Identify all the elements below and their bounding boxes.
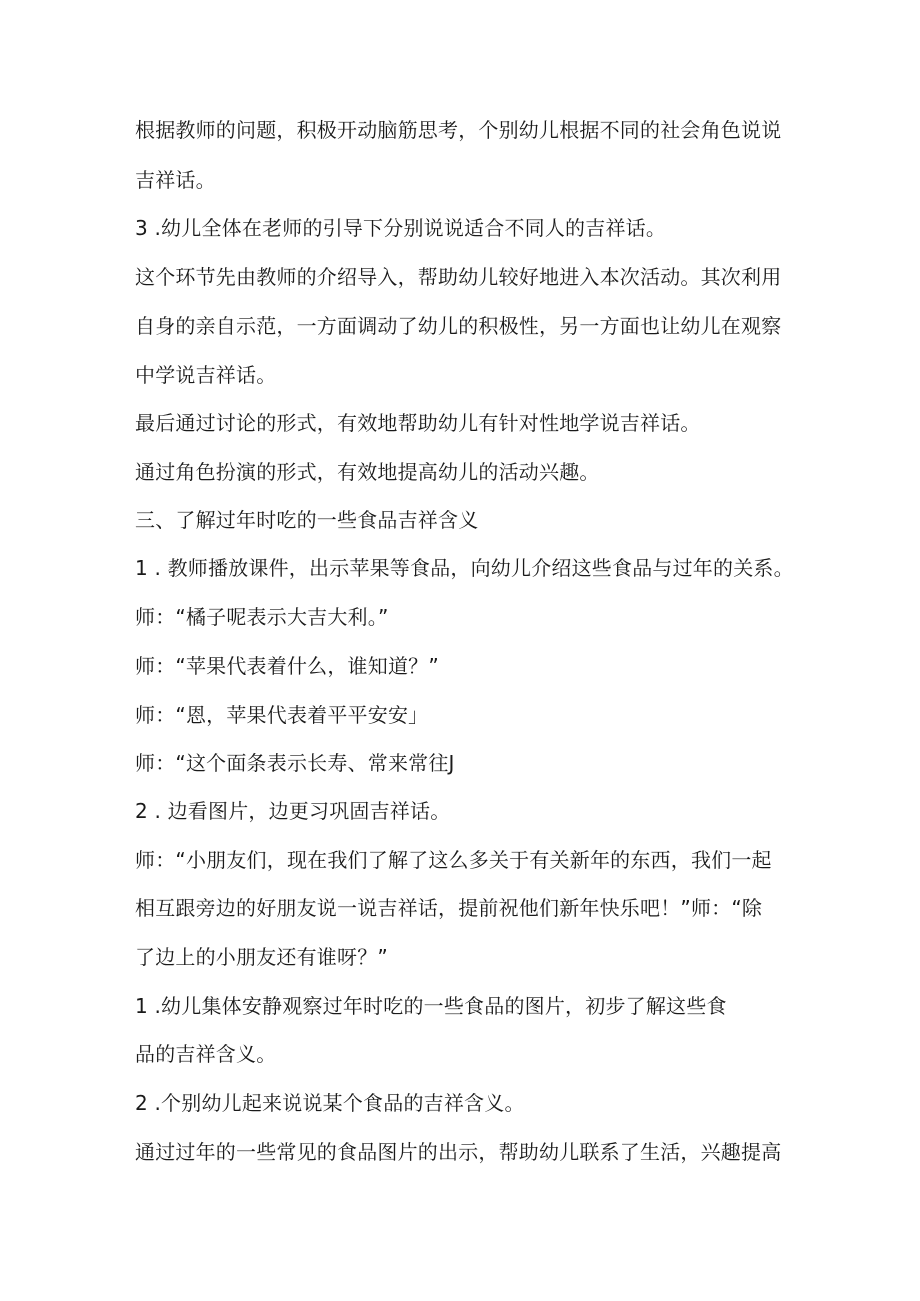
text-line: 这个环节先由教师的介绍导入，帮助幼儿较好地进入本次活动。其次利用: [135, 265, 782, 289]
text-line: 通过过年的一些常见的食品图片的出示，帮助幼儿联系了生活，兴趣提高: [135, 1140, 782, 1164]
text-line: 2 .个别幼儿起来说说某个食品的吉祥含义。: [135, 1091, 525, 1115]
section-heading: 三、了解过年时吃的一些食品吉祥含义: [135, 508, 479, 532]
text-line: 吉祥话。: [135, 168, 216, 192]
text-line: 3 .幼儿全体在老师的引导下分别说说适合不同人的吉祥话。: [135, 216, 667, 240]
text-line: 了边上的小朋友还有谁呀？”: [135, 945, 388, 969]
text-line: 最后通过讨论的形式，有效地帮助幼儿有针对性地学说吉祥话。: [135, 411, 701, 435]
text-line: 师：“小朋友们，现在我们了解了这么多关于有关新年的东西，我们一起: [135, 848, 772, 872]
text-line: 师：“橘子呢表示大吉大利。”: [135, 605, 389, 629]
text-line: 品的吉祥含义。: [135, 1042, 277, 1066]
text-line: 师：“恩，苹果代表着平平安安」: [135, 703, 429, 727]
text-line: 自身的亲自示范，一方面调动了幼儿的积极性，另一方面也让幼儿在观察: [135, 314, 782, 338]
text-line: 通过角色扮演的形式，有效地提高幼儿的活动兴趣。: [135, 460, 600, 484]
text-line: 师：“苹果代表着什么，谁知道？”: [135, 654, 439, 678]
text-line: 相互跟旁边的好朋友说一说吉祥话，提前祝他们新年快乐吧！”师：“除: [135, 896, 763, 920]
text-line: 1 . 教师播放课件，出示苹果等食品，向幼儿介绍这些食品与过年的关系。: [135, 556, 794, 580]
text-line: 中学说吉祥话。: [135, 363, 277, 387]
text-line: 师：“这个面条表示长寿、常来常往J: [135, 751, 455, 775]
text-line: 根据教师的问题，积极开动脑筋思考，个别幼儿根据不同的社会角色说说: [135, 118, 782, 142]
text-line: 2 . 边看图片，边更习巩固吉祥话。: [135, 799, 451, 823]
text-line: 1 .幼儿集体安静观察过年时吃的一些食品的图片，初步了解这些食: [135, 994, 727, 1018]
